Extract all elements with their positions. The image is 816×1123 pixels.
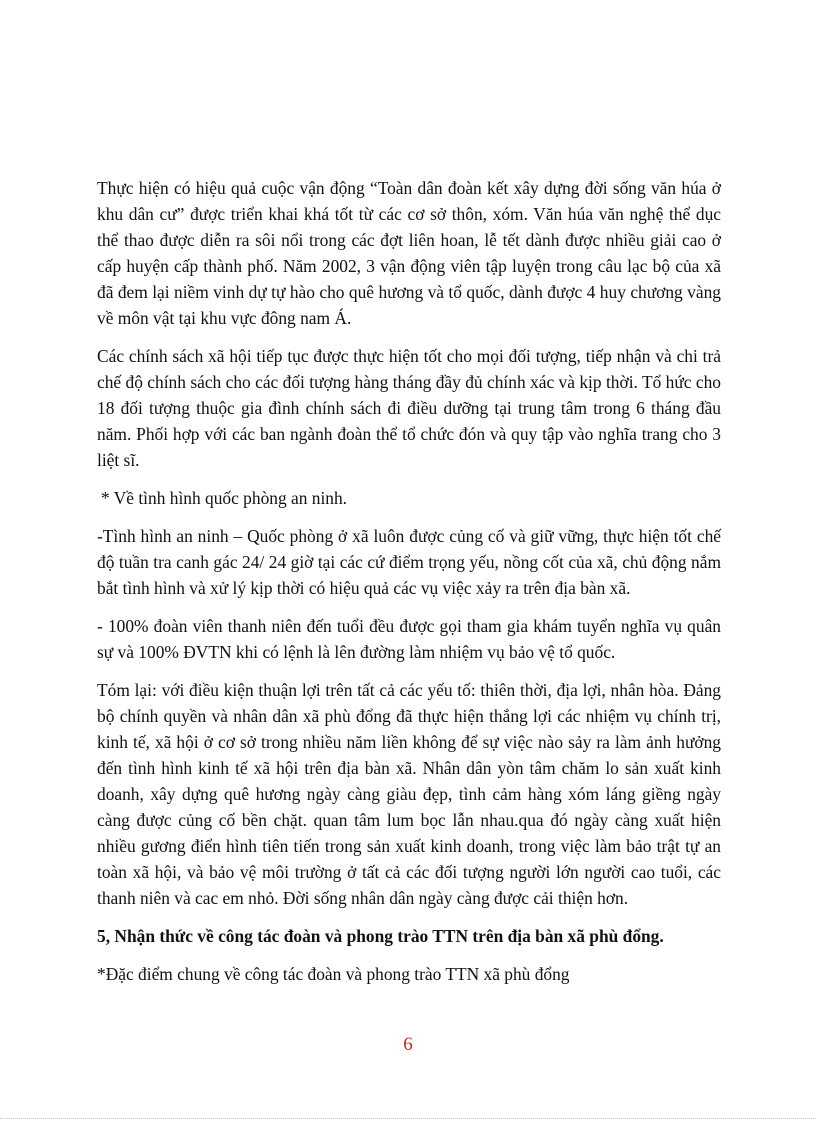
section-label-defense: * Về tình hình quốc phòng an ninh. (101, 488, 348, 508)
page-number: 6 (403, 1034, 413, 1055)
section-subheading: *Đặc điểm chung về công tác đoàn và phong trào TTN xã phù đổng (97, 964, 570, 984)
paragraph-summary: Tóm lại: với điều kiện thuận lợi trên tất cả các yếu tố: thiên thời, địa lợi, nhân hòa. Đảng bộ chính quyền và nhân dân xã phù đổng đã thực hiện thắng lợi các nhiệm vụ chính trị, kinh tế, xã hội ở cơ sở trong nhiều năm liền không để sự việc nào sảy ra làm ảnh hưởng đến tình hình kinh tế xã hội trên địa bàn xã. Nhân dân yòn tâm chăm lo sản xuất kinh doanh, xây dựng quê hương ngày càng giàu đẹp, tình cảm hàng xóm láng giềng ngày càng được củng cố bền chặt. quan tâm lum bọc lẫn nhau.qua đó ngày càng xuất hiện nhiều gương điển hình tiên tiến trong sản xuất kinh doanh, trong việc làm bảo trật tự an toàn xã hội, và bảo vệ môi trường ở tất cả các đối tượng người lớn người cao tuổi, các thanh niên và cac em nhỏ. Đời sống nhân dân ngày càng được cải thiện hơn. (97, 680, 721, 908)
paragraph-cultural-campaign: Thực hiện có hiệu quả cuộc vận động “Toàn dân đoàn kết xây dựng đời sống văn húa ở khu dân cư” được triển khai khá tốt từ các cơ sở thôn, xóm. Văn húa văn nghệ thể dục thể thao được diễn ra sôi nổi trong các đợt liên hoan, lễ tết dành được nhiều giải cao ở cấp huyện cấp thành phố. Năm 2002, 3 vận động viên tập luyện trong câu lạc bộ của xã đã đem lại niềm vinh dự tự hào cho quê hương và tổ quốc, dành được 4 huy chương vàng về môn vật tại khu vực đông nam Á. (97, 178, 721, 328)
paragraph-security: -Tình hình an ninh – Quốc phòng ở xã luôn được củng cố và giữ vững, thực hiện tốt chế độ tuần tra canh gác 24/ 24 giờ tại các cứ điểm trọng yếu, nồng cốt của xã, chủ động nắm bắt tình hình và xử lý kịp thời có hiệu quả các vụ việc xảy ra trên địa bàn xã. (97, 526, 721, 598)
page-bottom-divider (0, 1118, 816, 1119)
paragraph-social-policy: Các chính sách xã hội tiếp tục được thực hiện tốt cho mọi đối tượng, tiếp nhận và chi trả chế độ chính sách cho các đối tượng hàng tháng đầy đủ chính xác và kịp thời. Tổ hức cho 18 đối tượng thuộc gia đình chính sách đi điều dưỡng tại trung tâm trong 6 tháng đầu năm. Phối hợp với các ban ngành đoàn thể tổ chức đón và quy tập vào nghĩa trang cho 3 liệt sĩ. (97, 346, 721, 470)
section-heading: 5, Nhận thức về công tác đoàn và phong trào TTN trên địa bàn xã phù đổng. (97, 926, 664, 946)
document-body (97, 175, 721, 999)
paragraph-military-service: - 100% đoàn viên thanh niên đến tuổi đều được gọi tham gia khám tuyển nghĩa vụ quân sự và 100% ĐVTN khi có lệnh là lên đường làm nhiệm vụ bảo vệ tổ quốc. (97, 616, 721, 662)
